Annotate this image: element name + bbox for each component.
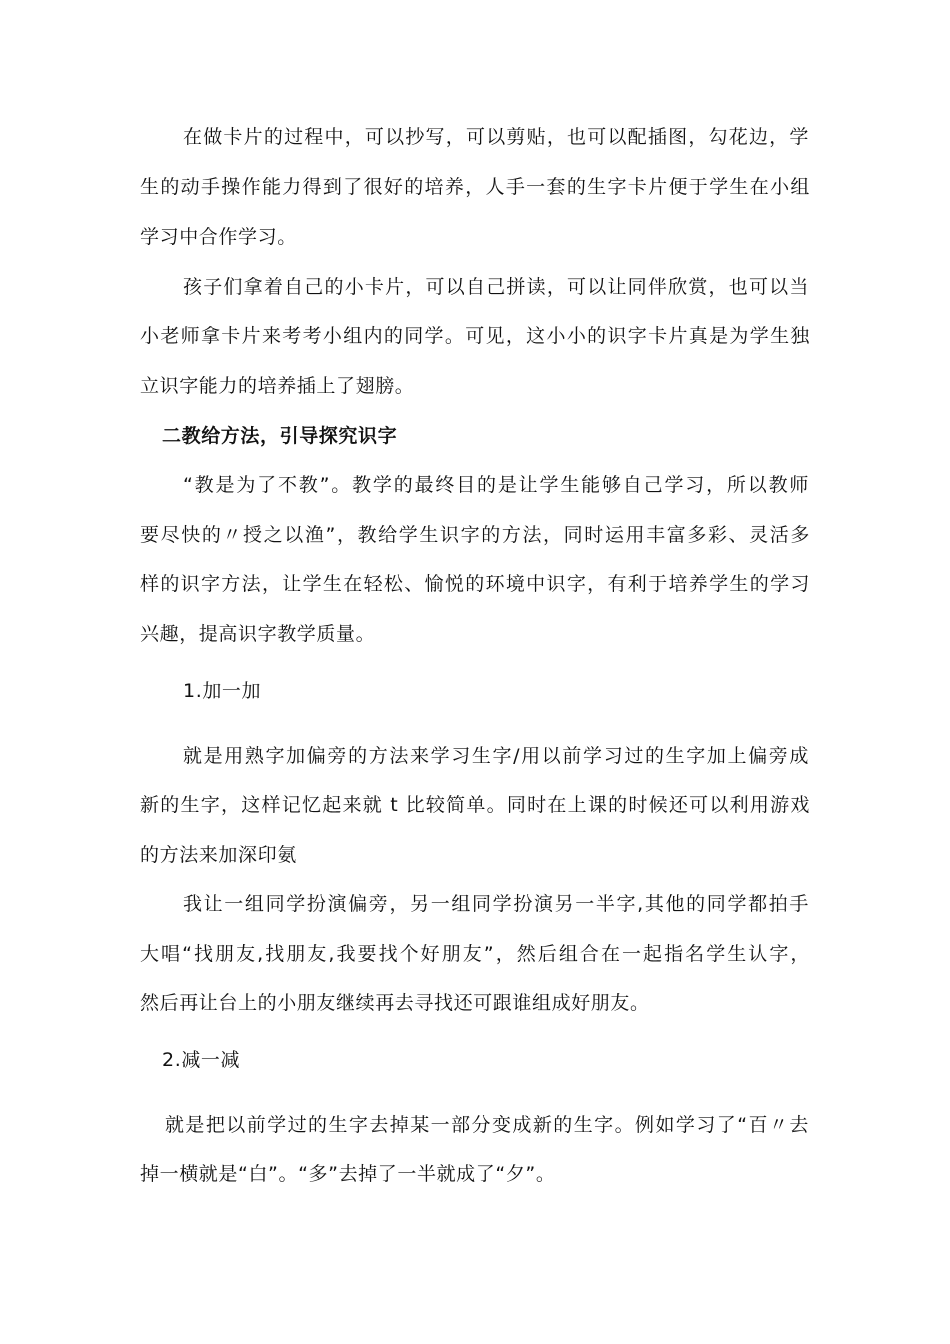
paragraph-1-line-2: 生的动手操作能力得到了很好的培养，人手一套的生字卡片便于学生在小组 xyxy=(140,176,810,198)
subheading-add: 1.加一加 xyxy=(183,680,262,702)
paragraph-5-line-3: 然后再让台上的小朋友继续再去寻找还可跟谁组成好朋友。 xyxy=(140,992,650,1014)
paragraph-6-line-1: 就是把以前学过的生字去掉某一部分变成新的生字。例如学习了“百〃去 xyxy=(165,1114,809,1136)
paragraph-4-line-1: 就是用熟字加偏旁的方法来学习生字/用以前学习过的生字加上偏旁成 xyxy=(183,745,809,767)
paragraph-1-line-3: 学习中合作学习。 xyxy=(140,226,297,248)
paragraph-2-line-1: 孩子们拿着自己的小卡片，可以自己拼读，可以让同伴欣赏，也可以当 xyxy=(183,276,809,298)
paragraph-6-line-2: 掉一横就是“白”。“多”去掉了一半就成了“夕”。 xyxy=(140,1163,556,1185)
paragraph-4-line-3: 的方法来加深印氨 xyxy=(140,844,297,866)
paragraph-1-line-1: 在做卡片的过程中，可以抄写，可以剪贴，也可以配插图，勾花边，学 xyxy=(183,126,809,148)
paragraph-3-line-4: 兴趣，提高识字教学质量。 xyxy=(140,623,376,645)
paragraph-2-line-3: 立识字能力的培养插上了翅膀。 xyxy=(140,375,415,397)
paragraph-4-line-2: 新的生字，这样记忆起来就 t 比较简单。同时在上课的时候还可以利用游戏 xyxy=(140,794,810,816)
paragraph-3-line-2: 要尽快的〃授之以渔”，教给学生识字的方法，同时运用丰富多彩、灵活多 xyxy=(140,524,810,546)
subheading-subtract: 2.减一减 xyxy=(162,1049,241,1071)
paragraph-5-line-1: 我让一组同学扮演偏旁，另一组同学扮演另一半字,其他的同学都拍手 xyxy=(183,893,809,915)
section-heading: 二教给方法，引导探究识字 xyxy=(162,425,398,447)
paragraph-3-line-1: “教是为了不教”。教学的最终目的是让学生能够自己学习，所以教师 xyxy=(183,474,809,496)
paragraph-5-line-2: 大唱“找朋友,找朋友,我要找个好朋友”，然后组合在一起指名学生认字， xyxy=(140,943,810,965)
paragraph-3-line-3: 样的识字方法，让学生在轻松、愉悦的环境中识字，有利于培养学生的学习 xyxy=(140,573,810,595)
paragraph-2-line-2: 小老师拿卡片来考考小组内的同学。可见，这小小的识字卡片真是为学生独 xyxy=(140,325,810,347)
